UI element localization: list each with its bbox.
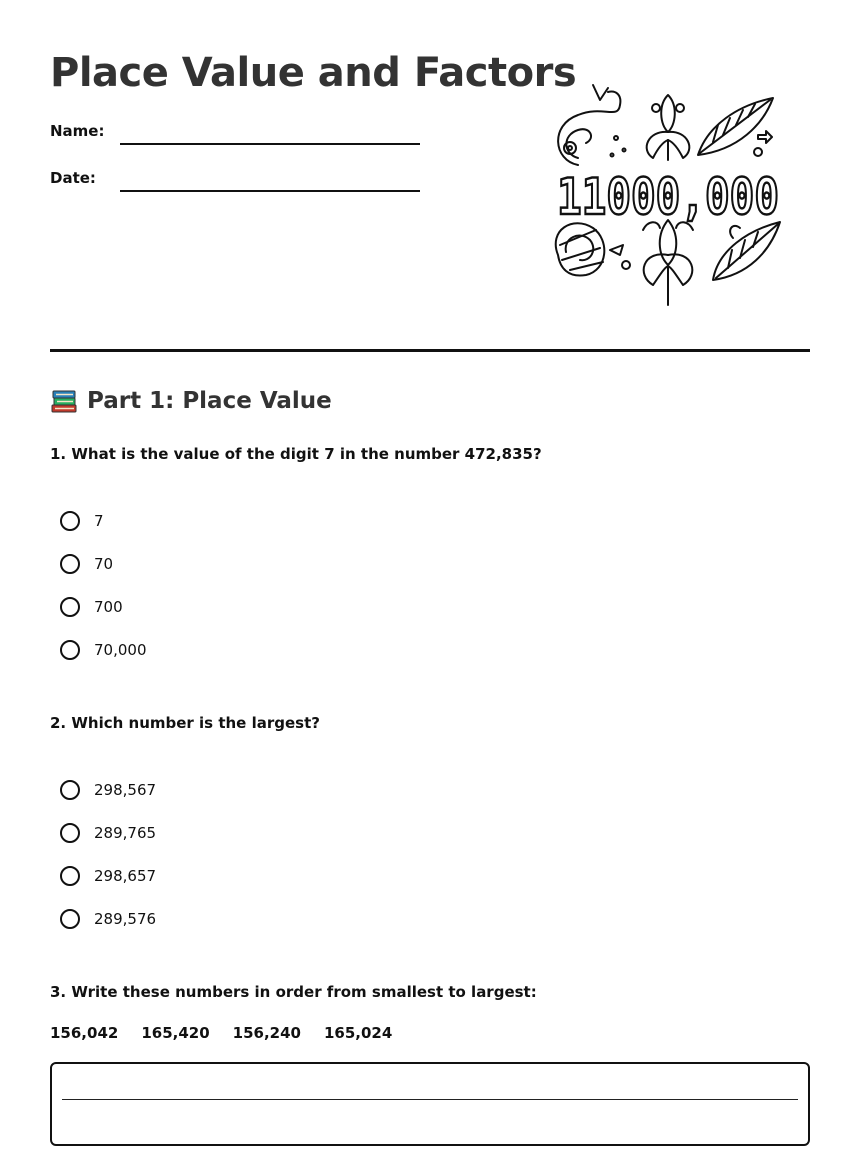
books-icon (50, 388, 78, 414)
part-1-title: Part 1: Place Value (87, 388, 332, 414)
option-label: 700 (94, 598, 123, 616)
option-label: 289,576 (94, 910, 157, 928)
option-label: 298,567 (94, 781, 157, 799)
million-doodle-illustration (548, 80, 788, 310)
radio-button[interactable] (60, 640, 80, 660)
radio-button[interactable] (60, 823, 80, 843)
q1-option-d[interactable] (60, 640, 147, 660)
option-label: 70 (94, 555, 114, 573)
radio-button[interactable] (60, 554, 80, 574)
answer-box[interactable] (50, 1062, 810, 1146)
numbers-to-order (50, 1024, 392, 1042)
answer-line (62, 1099, 798, 1100)
option-label: 7 (94, 512, 104, 530)
question-1: 1. What is the value of the digit 7 in the number 472,835? (50, 445, 542, 463)
question-2: 2. Which number is the largest? (50, 714, 320, 732)
radio-button[interactable] (60, 511, 80, 531)
option-label: 298,657 (94, 867, 157, 885)
radio-button[interactable] (60, 909, 80, 929)
radio-button[interactable] (60, 597, 80, 617)
million-number-art: 11000,000 (557, 168, 779, 226)
q2-option-c[interactable] (60, 866, 156, 886)
part-1-heading (50, 388, 332, 414)
date-label: Date: (50, 169, 96, 187)
radio-button[interactable] (60, 866, 80, 886)
q1-option-c[interactable] (60, 597, 123, 617)
page-title: Place Value and Factors (50, 50, 577, 96)
question-3: 3. Write these numbers in order from smallest to largest: (50, 983, 537, 1001)
date-input-line[interactable] (120, 190, 420, 192)
q2-option-d[interactable] (60, 909, 156, 929)
q2-option-a[interactable] (60, 780, 156, 800)
q2-option-b[interactable] (60, 823, 156, 843)
number-item: 165,024 (323, 1024, 393, 1042)
radio-button[interactable] (60, 780, 80, 800)
name-label: Name: (50, 122, 105, 140)
number-item: 156,042 (50, 1024, 119, 1042)
header-divider (50, 349, 810, 352)
q1-option-b[interactable] (60, 554, 113, 574)
number-item: 156,240 (232, 1024, 301, 1042)
number-item: 165,420 (141, 1024, 210, 1042)
q1-option-a[interactable] (60, 511, 104, 531)
option-label: 70,000 (94, 641, 147, 659)
name-input-line[interactable] (120, 143, 420, 145)
option-label: 289,765 (94, 824, 157, 842)
